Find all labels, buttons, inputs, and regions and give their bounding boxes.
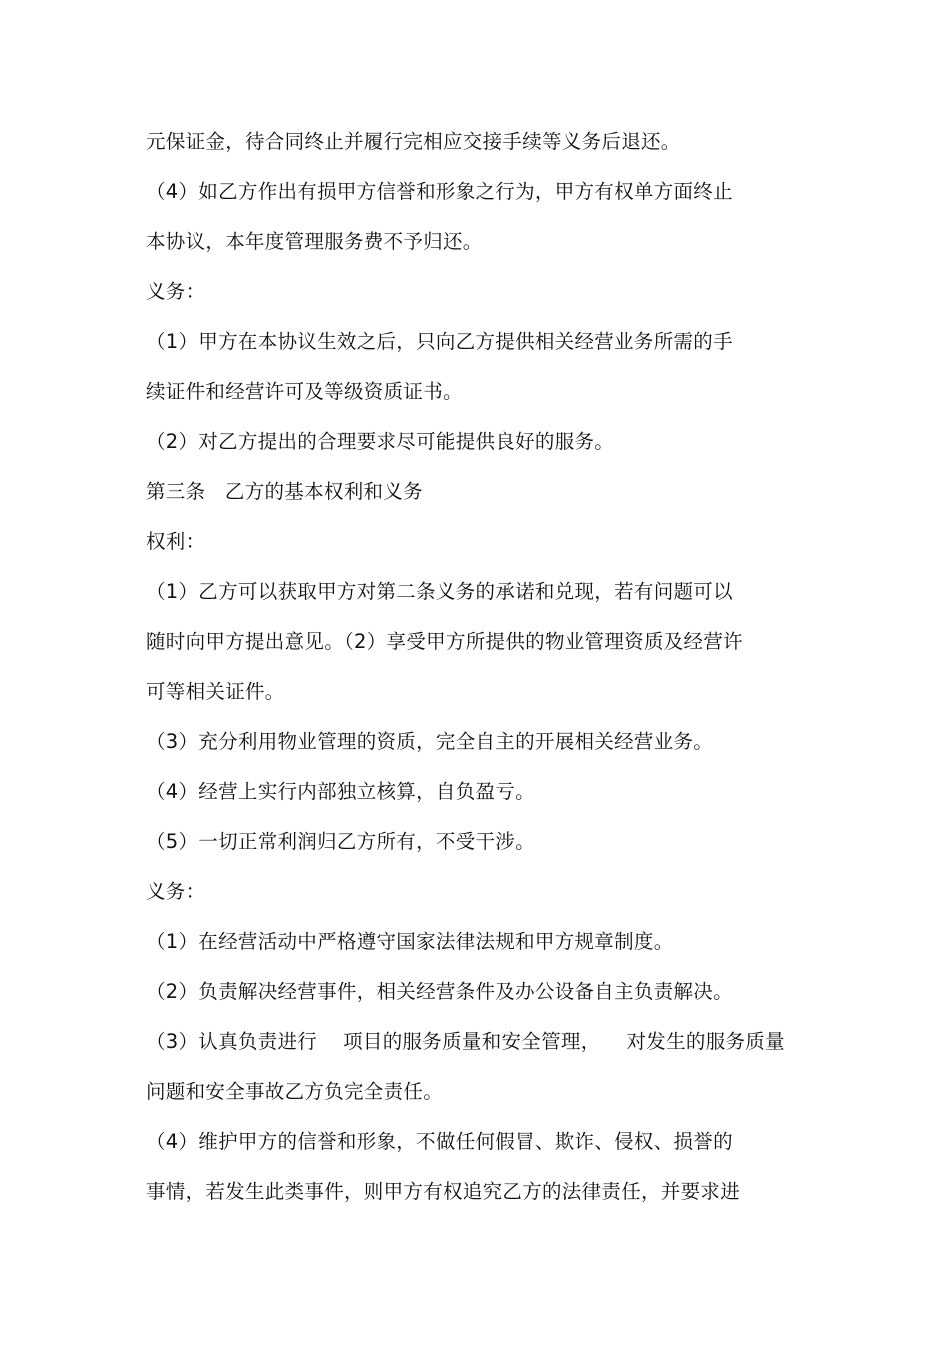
article-heading: 第三条 乙方的基本权利和义务: [146, 480, 423, 503]
text-line: （4）维护甲方的信誉和形象，不做任何假冒、欺诈、侵权、损誉的: [146, 1130, 733, 1153]
text-line: （5）一切正常利润归乙方所有，不受干涉。: [146, 830, 535, 853]
section-label-obligations: 义务：: [146, 280, 206, 303]
text-line: （2）负责解决经营事件，相关经营条件及办公设备自主负责解决。: [146, 980, 733, 1003]
text-line: （1）甲方在本协议生效之后，只向乙方提供相关经营业务所需的手: [146, 330, 733, 353]
text-line: （3）认真负责进行 项目的服务质量和安全管理， 对发生的服务质量: [146, 1030, 785, 1053]
text-line: （4）经营上实行内部独立核算，自负盈亏。: [146, 780, 535, 803]
section-label-obligations: 义务：: [146, 880, 206, 903]
text-line: 随时向甲方提出意见。（2）享受甲方所提供的物业管理资质及经营许: [146, 630, 743, 653]
text-line: （1）乙方可以获取甲方对第二条义务的承诺和兑现，若有问题可以: [146, 580, 733, 603]
text-line: 续证件和经营许可及等级资质证书。: [146, 380, 463, 403]
text-line: 元保证金，待合同终止并履行完相应交接手续等义务后退还。: [146, 130, 681, 153]
text-line: 本协议，本年度管理服务费不予归还。: [146, 230, 483, 253]
text-line: 事情，若发生此类事件，则甲方有权追究乙方的法律责任，并要求进: [146, 1180, 741, 1203]
text-line: 问题和安全事故乙方负完全责任。: [146, 1080, 444, 1103]
text-line: 可等相关证件。: [146, 680, 285, 703]
text-line: （2）对乙方提出的合理要求尽可能提供良好的服务。: [146, 430, 615, 453]
section-label-rights: 权利：: [146, 530, 206, 553]
text-line: （4）如乙方作出有损甲方信誉和形象之行为，甲方有权单方面终止: [146, 180, 733, 203]
text-line: （3）充分利用物业管理的资质，完全自主的开展相关经营业务。: [146, 730, 714, 753]
text-line: （1）在经营活动中严格遵守国家法律法规和甲方规章制度。: [146, 930, 674, 953]
